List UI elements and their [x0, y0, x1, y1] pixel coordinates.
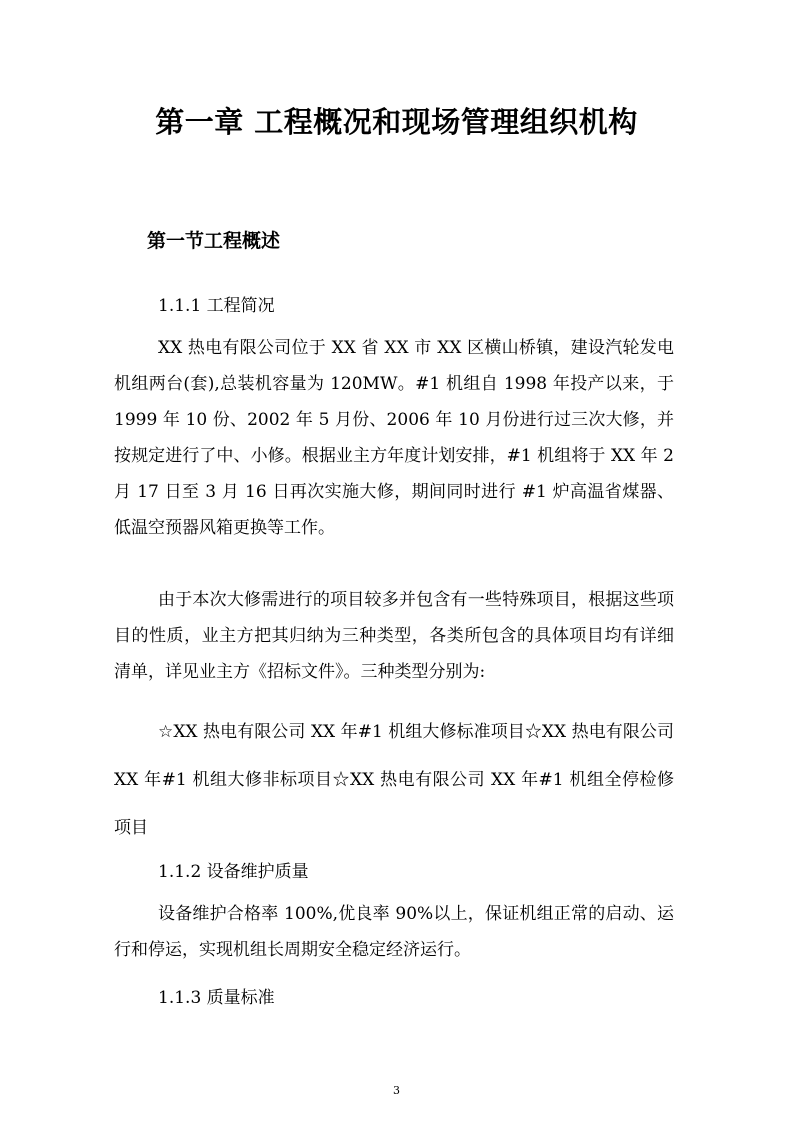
paragraph-maintenance-quality: 设备维护合格率 100%,优良率 90%以上，保证机组正常的启动、运行和停运，实现机组长周期安全稳定经济运行。 — [114, 904, 674, 960]
paragraph-project-overview: XX 热电有限公司位于 XX 省 XX 市 XX 区横山桥镇，建设汽轮发电机组两台(套),总装机容量为 120MW。#1 机组自 1998 年投产以来，于 1999 年 10 份、2002 年 5 月份、2006 年 10 月份进行过三次大修，并按规定进行了中、小修。根据业主方年度计划安排，#1 机组将于 XX 年 2 月 17 日至 3 月 16 日再次实施大修，期间同时进行 #1 炉高温省煤器、低温空预器风箱更换等工作。 — [114, 338, 674, 538]
subsection-heading-1-1-1: 1.1.1 工程简况 — [158, 296, 275, 316]
subsection-heading-1-1-3: 1.1.3 质量标准 — [158, 988, 275, 1008]
section-title: 第一节工程概述 — [147, 230, 281, 252]
subsection-heading-1-1-2: 1.1.2 设备维护质量 — [158, 862, 309, 882]
page-number: 3 — [393, 1084, 400, 1097]
paragraph-project-types: 由于本次大修需进行的项目较多并包含有一些特殊项目，根据这些项目的性质，业主方把其归纳为三种类型，各类所包含的具体项目均有详细清单，详见业主方《招标文件》。三种类型分别为: — [114, 590, 674, 682]
chapter-title: 第一章 工程概况和现场管理组织机构 — [155, 105, 638, 139]
paragraph-project-list: ☆XX 热电有限公司 XX 年#1 机组大修标准项目☆XX 热电有限公司 XX 年#1 机组大修非标项目☆XX 热电有限公司 XX 年#1 机组全停检修项目 — [114, 722, 674, 838]
